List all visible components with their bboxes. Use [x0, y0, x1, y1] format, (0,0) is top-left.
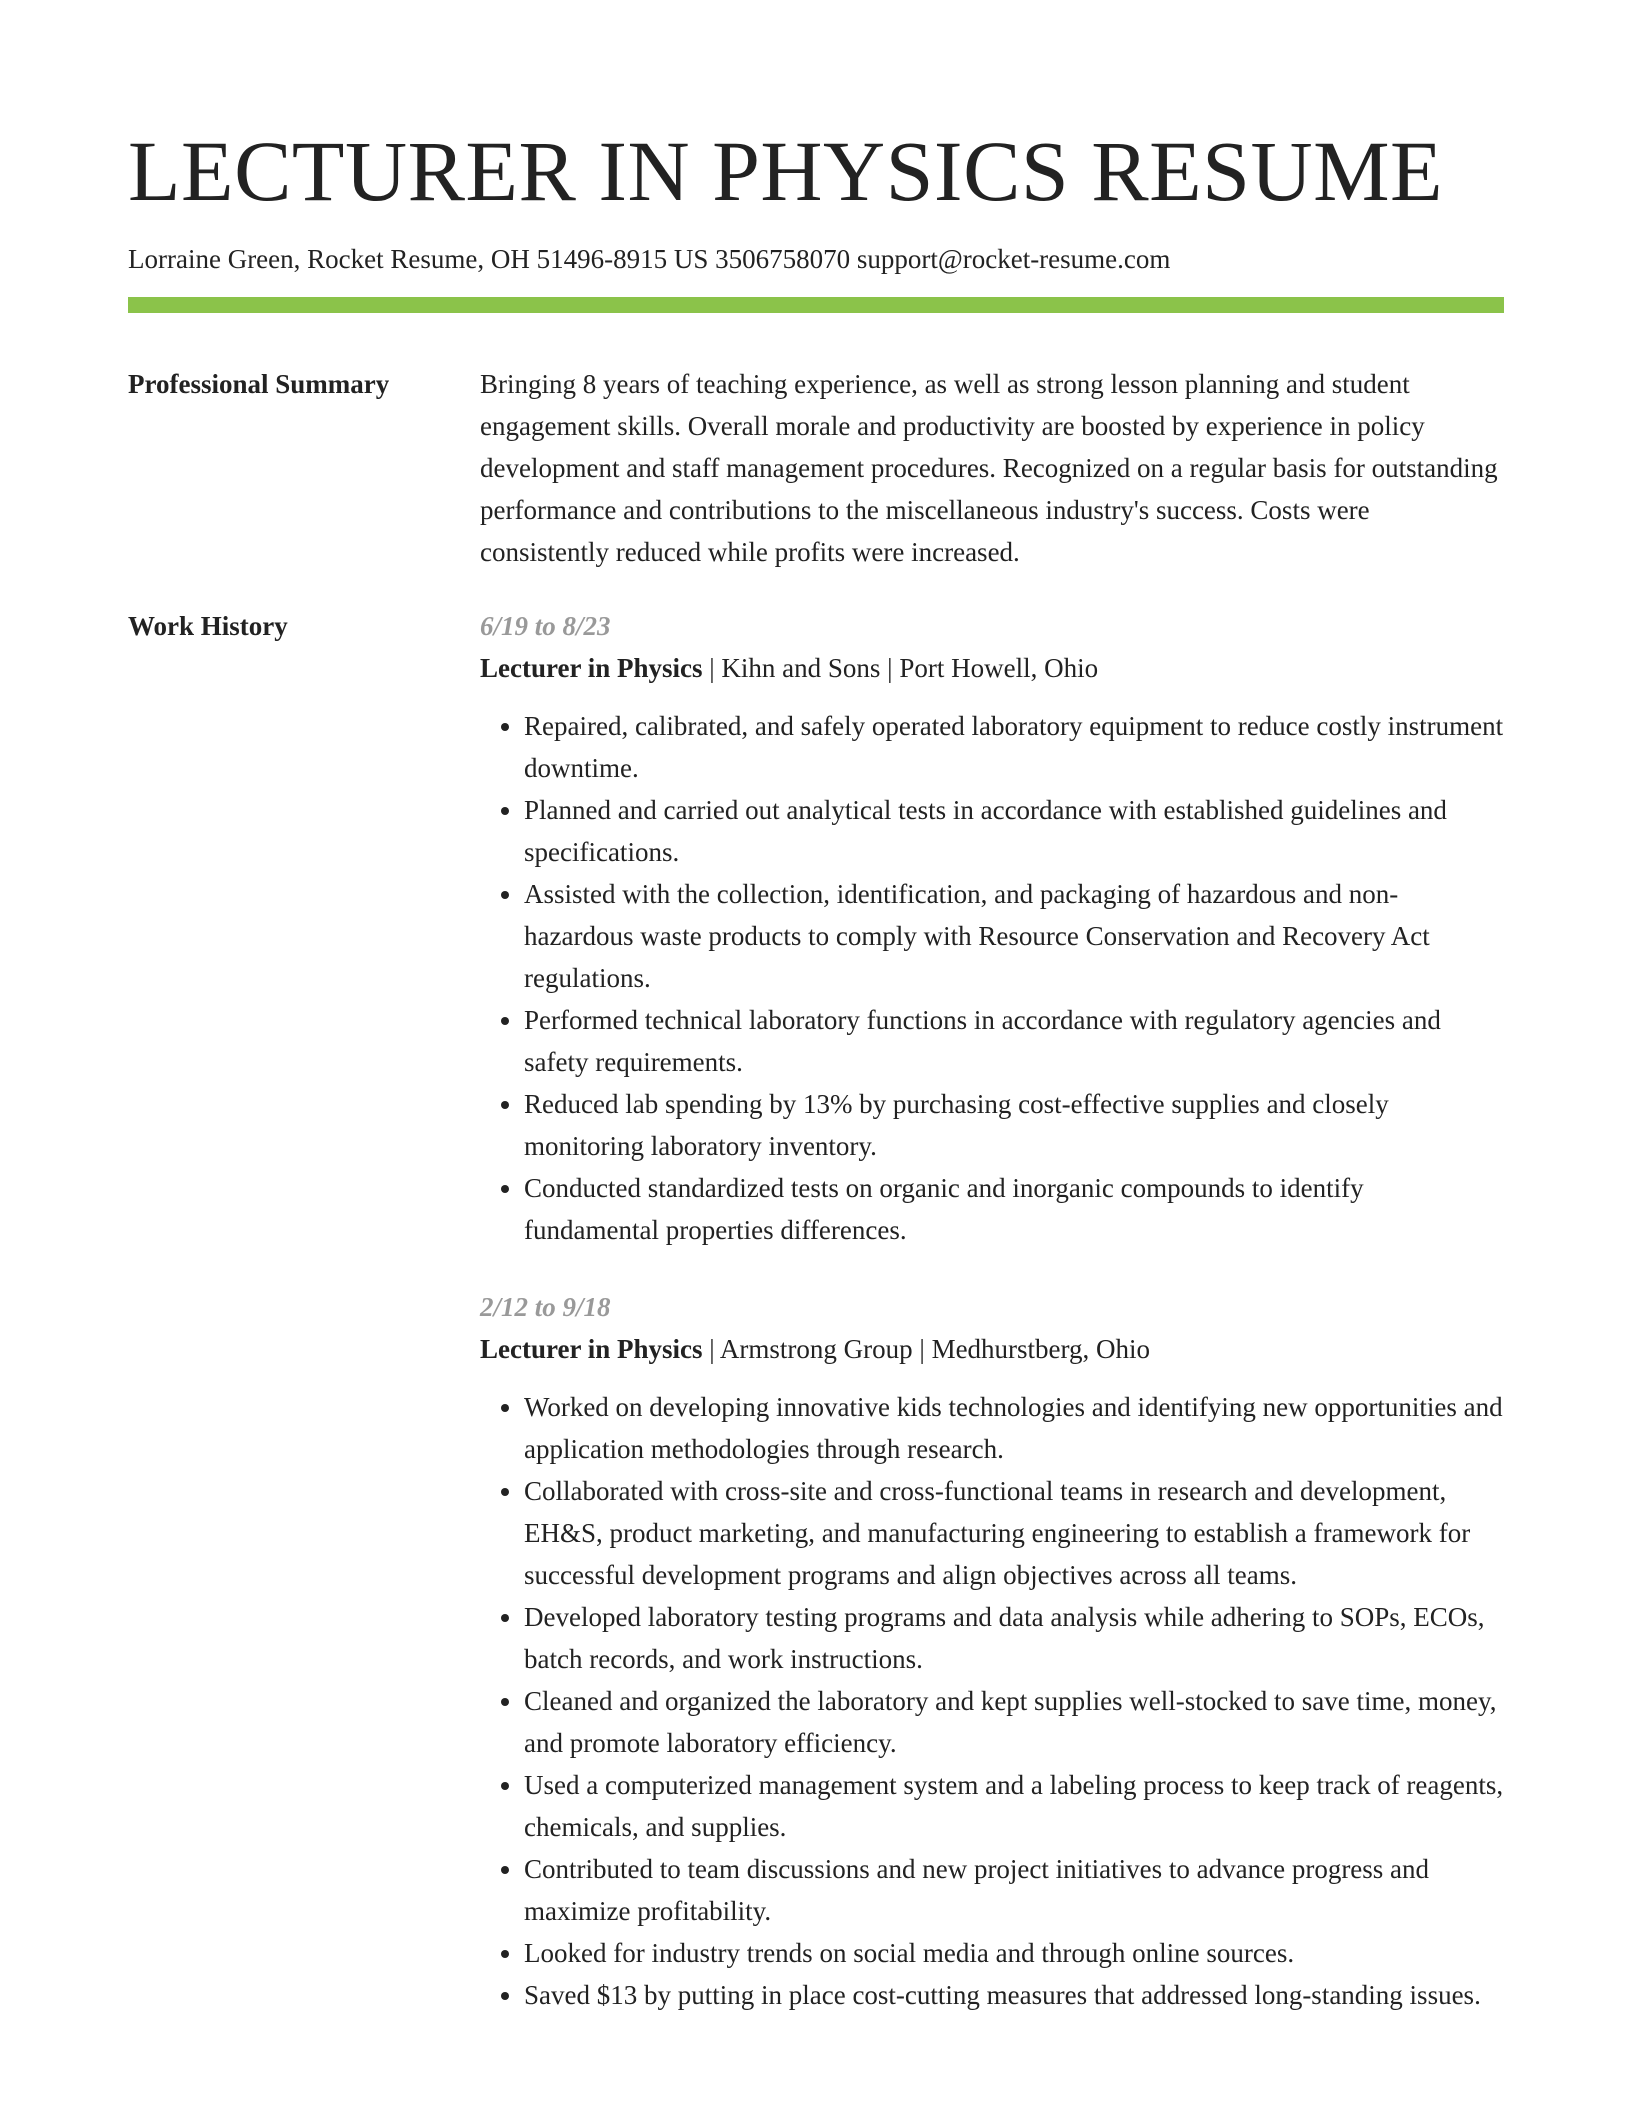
job-location: Medhurstberg, Ohio — [931, 1334, 1151, 1364]
job-title: Lecturer in Physics — [480, 653, 703, 683]
job-separator: | — [912, 1334, 932, 1364]
section-body-work-history — [480, 605, 1504, 2051]
section-label-work-history: Work History — [128, 611, 288, 641]
summary-text: Bringing 8 years of teaching experience, as well as strong lesson planning and student engagement skills. Overall morale and productivity are boosted by experience in policy development and staff management procedures. Recognized on a regular basis for outstanding performance and contributions to the miscellaneous industry's success. Costs were consistently reduced while profits were increased. — [480, 369, 1498, 567]
section-body-professional-summary — [480, 363, 1504, 573]
job-bullet: • Collaborated with cross-site and cross-functional teams in research and development, EH&S, product marketing, and manufacturing engineering to establish a framework for successful development programs and align objectives across all teams. — [524, 1470, 1504, 1596]
job-heading — [480, 647, 1504, 689]
job-bullet: • Developed laboratory testing programs and data analysis while adhering to SOPs, ECOs, batch records, and work instructions. — [524, 1596, 1504, 1680]
work-history-section — [128, 605, 1504, 2051]
job-bullet: • Contributed to team discussions and new project initiatives to advance progress and maximize profitability. — [524, 1848, 1504, 1932]
job-bullet: • Planned and carried out analytical tests in accordance with established guidelines and specifications. — [524, 789, 1504, 873]
job-bullet: • Cleaned and organized the laboratory and kept supplies well-stocked to save time, money, and promote laboratory efficiency. — [524, 1680, 1504, 1764]
professional-summary-section — [128, 363, 1504, 573]
job-bullet: • Assisted with the collection, identification, and packaging of hazardous and non-hazardous waste products to comply with Resource Conservation and Recovery Act regulations. — [524, 873, 1504, 999]
job-dates: 6/19 to 8/23 — [480, 611, 611, 641]
job-bullet: • Reduced lab spending by 13% by purchasing cost-effective supplies and closely monitoring laboratory inventory. — [524, 1083, 1504, 1167]
job-separator: | — [702, 653, 722, 683]
contact-info: Lorraine Green, Rocket Resume, OH 51496-8915 US 3506758070 support@rocket-resume.com — [128, 244, 1171, 274]
job-bullet: • Worked on developing innovative kids technologies and identifying new opportunities and application methodologies through research. — [524, 1386, 1504, 1470]
job-entry — [480, 1286, 1504, 2016]
job-heading — [480, 1328, 1504, 1370]
job-bullet-list — [480, 1386, 1504, 2016]
job-bullet: • Used a computerized management system and a labeling process to keep track of reagents, chemicals, and supplies. — [524, 1764, 1504, 1848]
job-dates: 2/12 to 9/18 — [480, 1292, 611, 1322]
job-bullet: • Looked for industry trends on social media and through online sources. — [524, 1932, 1504, 1974]
job-location: Port Howell, Ohio — [899, 653, 1099, 683]
job-entry — [480, 605, 1504, 1251]
job-company: Kihn and Sons — [721, 653, 881, 683]
job-bullet-list — [480, 705, 1504, 1251]
job-bullet: • Repaired, calibrated, and safely operated laboratory equipment to reduce costly instrument downtime. — [524, 705, 1504, 789]
resume-title: LECTURER IN PHYSICS RESUME — [128, 123, 1444, 219]
job-company: Armstrong Group — [719, 1334, 913, 1364]
job-separator: | — [880, 653, 900, 683]
job-bullet: • Conducted standardized tests on organic and inorganic compounds to identify fundamental properties differences. — [524, 1167, 1504, 1251]
job-separator: | — [702, 1334, 720, 1364]
header-divider — [128, 297, 1504, 313]
job-bullet: • Saved $13 by putting in place cost-cutting measures that addressed long-standing issues. — [524, 1974, 1504, 2016]
section-label-professional-summary: Professional Summary — [128, 369, 390, 399]
job-bullet: • Performed technical laboratory functions in accordance with regulatory agencies and safety requirements. — [524, 999, 1504, 1083]
job-title: Lecturer in Physics — [480, 1334, 703, 1364]
